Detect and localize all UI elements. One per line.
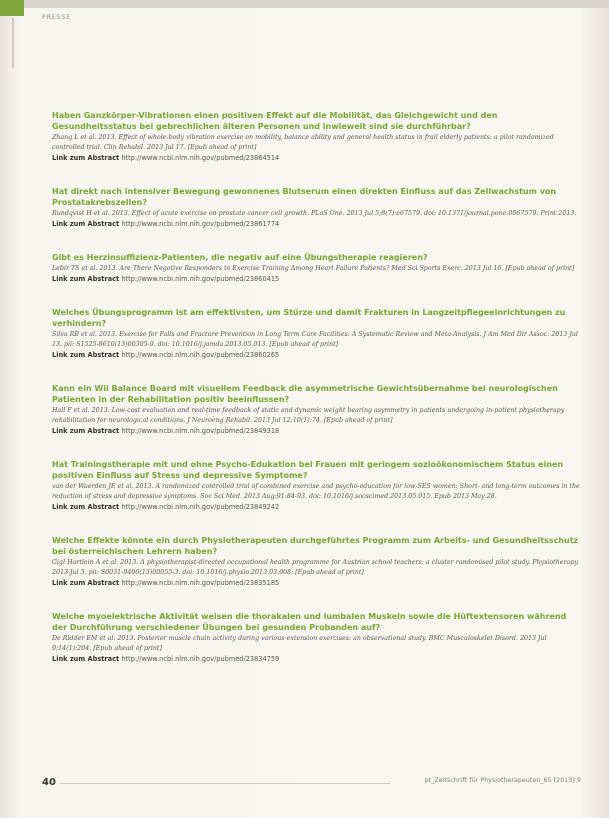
abstract-link-line	[52, 153, 580, 164]
abstract-link-line	[52, 219, 580, 230]
entry-title: Hat direkt nach intensiver Bewegung gewonnenes Blutserum einen direkten Einfluss auf das Zellwachstum von Prostatakrebszellen?	[52, 187, 557, 207]
running-head: PRESSE	[42, 14, 71, 21]
list-item	[52, 459, 580, 513]
top-rule	[0, 0, 609, 8]
list-item	[52, 186, 580, 230]
list-item	[52, 611, 580, 665]
entry-citation: Gigl Hartlein A et al. 2013. A physiotherapist-directed occupational health programme for Austrian school teachers: a cluster randomised pilot study. Physiotherapy. 2013 Jul 5. pii: S0031-9406(13)00055-3. doi: 10.1016/j.physio.2013.03.008. [Epub ahead of print]	[52, 559, 579, 576]
abstract-link-line	[52, 274, 580, 285]
page-number: 40	[42, 777, 56, 788]
list-item	[52, 252, 580, 285]
abstract-url[interactable]: http://www.ncbi.nlm.nih.gov/pubmed/23849318	[121, 427, 280, 435]
entry-citation: Lebir TS et al. 2013. Are There Negative Responders to Exercise Training Among Heart Failure Patients? Med Sci Sports Exerc. 2013 Jul 16. [Epub ahead of print]	[52, 265, 575, 272]
entry-title: Gibt es Herzinsuffizienz-Patienten, die negativ auf eine Übungstherapie reagieren?	[52, 253, 428, 262]
abstract-link-label: Link zum Abstract	[52, 503, 120, 511]
entry-title: Welche myoelektrische Aktivität weisen die thorakalen und lumbalen Muskeln sowie die Hüftextensoren während der Durchführung verschiedener Übungen bei gesunden Probanden auf?	[52, 612, 567, 632]
abstract-url[interactable]: http://www.ncbi.nlm.nih.gov/pubmed/23834759	[121, 655, 280, 663]
entry-title: Haben Ganzkörper-Vibrationen einen positiven Effekt auf die Mobilität, das Gleichgewicht und den Gesundheitsstatus bei gebrechlichen älteren Personen und inwieweit sind sie durchführbar?	[52, 111, 498, 131]
entry-title: Hat Trainingstherapie mit und ohne Psycho-Edukation bei Frauen mit geringem sozioökonomischem Status einen positiven Einfluss auf Stress und depressive Symptome?	[52, 460, 564, 480]
abstract-url[interactable]: http://www.ncbi.nlm.nih.gov/pubmed/23860415	[121, 275, 280, 283]
abstract-url[interactable]: http://www.ncbi.nlm.nih.gov/pubmed/23861774	[121, 220, 280, 228]
list-item	[52, 535, 580, 589]
abstract-link-label: Link zum Abstract	[52, 579, 120, 587]
abstract-link-line	[52, 578, 580, 589]
abstract-link-label: Link zum Abstract	[52, 220, 120, 228]
abstract-link-line	[52, 502, 580, 513]
footer-rule	[60, 783, 390, 784]
entry-citation: Zhang L et al. 2013. Effect of whole-body vibration exercise on mobility, balance ability and general health status in frail elderly patients: a pilot randomized controlled trial. Clin Rehabil. 2013 Jul 17. [Epub ahead of print]	[52, 134, 554, 151]
entry-title: Kann ein Wii Balance Board mit visuellem Feedback die asymmetrische Gewichtsübernahme bei neurologischen Patienten in der Rehabilitation positiv beeinflussen?	[52, 384, 558, 404]
entry-citation: De Ridder EM et al. 2013. Posterior muscle chain activity during various extension exercises: an observational study. BMC Musculoskelet Disord. 2013 Jul 9;14(1):204. [Epub ahead of print]	[52, 635, 547, 652]
entry-title: Welche Effekte könnte ein durch Physiotherapeuten durchgeführtes Programm zum Arbeits- und Gesundheitsschutz bei österreichischen Lehrern haben?	[52, 536, 579, 556]
list-item	[52, 307, 580, 361]
abstract-link-label: Link zum Abstract	[52, 655, 120, 663]
margin-bar	[12, 18, 14, 68]
entry-title: Welches Übungsprogramm ist am effektivsten, um Stürze und damit Frakturen in Langzeitpflegeeinrichtungen zu verhindern?	[52, 308, 566, 328]
abstract-link-line	[52, 426, 580, 437]
page-footer	[42, 777, 581, 791]
abstract-link-line	[52, 350, 580, 361]
abstract-link-label: Link zum Abstract	[52, 275, 120, 283]
abstract-url[interactable]: http://www.ncbi.nlm.nih.gov/pubmed/23864514	[121, 154, 280, 162]
entry-citation: van der Waerden JE et al. 2013. A randomized controlled trial of combined exercise and psycho-education for low-SES women: Short- and long-term outcomes in the reduction of stress and depressive symptoms. Soc Sci Med. 2013 Aug;91:84-93. doi: 10.1016/j.socscimed.2013.05.015. Epub 2013 May 28.	[52, 483, 580, 500]
entry-citation: Rundqvist H et al. 2013. Effect of acute exercise on prostate cancer cell growth. PLoS One. 2013 Jul 5;8(7):e67579. doi: 10.1371/journal.pone.0067579. Print 2013.	[52, 210, 577, 217]
abstract-link-label: Link zum Abstract	[52, 351, 120, 359]
abstract-link-line	[52, 654, 580, 665]
top-accent-bar	[0, 0, 24, 16]
entry-citation: Hall F et al. 2013. Low-cost evaluation and real-time feedback of static and dynamic weight bearing asymmetry in patients undergoing in-patient physiotherapy rehabilitation for neurological conditions. J Neuroeng Rehabil. 2013 Jul 12;10(1):74. [Epub ahead of print]	[52, 407, 565, 424]
entries-list	[52, 110, 580, 687]
journal-name: pt_Zeitschrift für Physiotherapeuten_65 [2013] 9	[424, 777, 581, 784]
abstract-url[interactable]: http://www.ncbi.nlm.nih.gov/pubmed/23849242	[121, 503, 280, 511]
abstract-url[interactable]: http://www.ncbi.nlm.nih.gov/pubmed/23860265	[121, 351, 280, 359]
entry-citation: Silva RB et al. 2013. Exercise for Falls and Fracture Prevention in Long Term Care Facilities: A Systematic Review and Meta-Analysis. J Am Med Dir Assoc. 2013 Jul 13. pii: S1525-8610(13)00305-9. doi: 10.1016/j.jamda.2013.05.013. [Epub ahead of print]	[52, 331, 578, 348]
abstract-url[interactable]: http://www.ncbi.nlm.nih.gov/pubmed/23835185	[121, 579, 280, 587]
list-item	[52, 110, 580, 164]
abstract-link-label: Link zum Abstract	[52, 154, 120, 162]
list-item	[52, 383, 580, 437]
abstract-link-label: Link zum Abstract	[52, 427, 120, 435]
